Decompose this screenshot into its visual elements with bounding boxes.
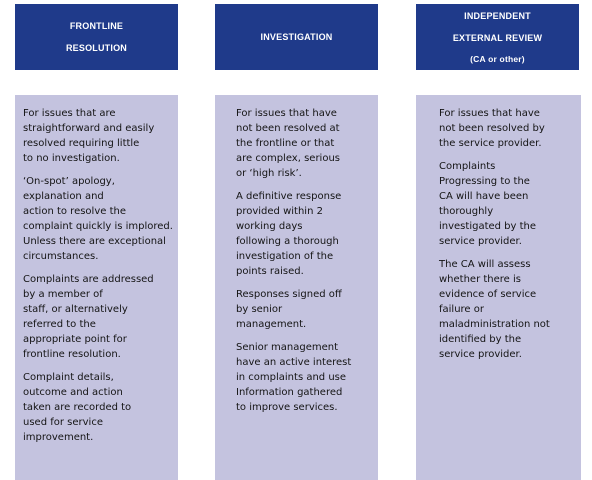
panel-investigation: [215, 95, 378, 480]
paragraph-line: the frontline or that: [236, 138, 335, 149]
paragraph-line: failure or: [439, 304, 484, 315]
paragraph-line: by senior: [236, 304, 283, 315]
paragraph-line: in complaints and use: [236, 372, 347, 383]
paragraph-line: For issues that have: [439, 108, 540, 119]
paragraph-line: resolved requiring little: [23, 138, 140, 149]
paragraph-line: working days: [236, 221, 303, 232]
paragraph-line: management.: [236, 319, 307, 330]
paragraph-line: staff, or alternatively: [23, 304, 128, 315]
paragraph: [236, 106, 372, 181]
paragraph-line: ‘On-spot’ apology,: [23, 176, 115, 187]
paragraph-line: frontline resolution.: [23, 349, 121, 360]
paragraph: [236, 287, 372, 332]
paragraph-line: taken are recorded to: [23, 402, 132, 413]
header-frontline-resolution: [15, 4, 178, 70]
paragraph-line: to improve services.: [236, 402, 338, 413]
paragraph-line: Complaints: [439, 161, 496, 172]
paragraph-line: not been resolved at: [236, 123, 340, 134]
paragraph-line: improvement.: [23, 432, 94, 443]
paragraph-line: service provider.: [439, 236, 522, 247]
paragraph-line: or ‘high risk’.: [236, 168, 302, 179]
paragraph-line: circumstances.: [23, 251, 99, 262]
paragraph-line: Progressing to the: [439, 176, 530, 187]
paragraph-line: straightforward and easily: [23, 123, 155, 134]
header-line: EXTERNAL REVIEW: [452, 33, 543, 43]
paragraph: [23, 370, 172, 445]
paragraph-line: have an active interest: [236, 357, 352, 368]
paragraph-line: thoroughly: [439, 206, 494, 217]
paragraph-line: Responses signed off: [236, 289, 342, 300]
paragraph-line: outcome and action: [23, 387, 123, 398]
panel-frontline-resolution: [15, 95, 178, 480]
paragraph-line: Information gathered: [236, 387, 343, 398]
paragraph-line: For issues that have: [236, 108, 337, 119]
panel-independent-external-review: [416, 95, 581, 480]
paragraph-line: investigation of the: [236, 251, 334, 262]
paragraph-line: to no investigation.: [23, 153, 120, 164]
paragraph-line: maladministration not: [439, 319, 550, 330]
paragraph: [23, 174, 172, 264]
paragraph-line: used for service: [23, 417, 103, 428]
paragraph: [23, 272, 172, 362]
header-line: INDEPENDENT: [464, 11, 531, 21]
paragraph-line: appropriate point for: [23, 334, 127, 345]
header-line: FRONTLINE: [69, 21, 124, 31]
paragraph-line: provided within 2: [236, 206, 323, 217]
header-independent-external-review: [416, 4, 579, 70]
paragraph-line: explanation and: [23, 191, 104, 202]
paragraph-line: For issues that are: [23, 108, 116, 119]
paragraph: [23, 106, 172, 166]
paragraph-line: Unless there are exceptional: [23, 236, 166, 247]
header-line: (CA or other): [470, 54, 525, 64]
paragraph: [236, 340, 372, 415]
paragraph-line: Complaints are addressed: [23, 274, 154, 285]
paragraph-line: The CA will assess: [439, 259, 531, 270]
paragraph-line: not been resolved by: [439, 123, 545, 134]
paragraph: [439, 159, 575, 249]
paragraph-line: complaint quickly is implored.: [23, 221, 173, 232]
paragraph-line: service provider.: [439, 349, 522, 360]
paragraph: [236, 189, 372, 279]
paragraph-line: Senior management: [236, 342, 339, 353]
paragraph-line: following a thorough: [236, 236, 339, 247]
paragraph-line: referred to the: [23, 319, 96, 330]
paragraph-line: points raised.: [236, 266, 304, 277]
header-line: INVESTIGATION: [260, 32, 333, 42]
paragraph: [439, 106, 575, 151]
paragraph-line: CA will have been: [439, 191, 529, 202]
paragraph-line: whether there is: [439, 274, 521, 285]
paragraph-line: evidence of service: [439, 289, 537, 300]
paragraph-line: investigated by the: [439, 221, 537, 232]
paragraph-line: identified by the: [439, 334, 522, 345]
paragraph-line: A definitive response: [236, 191, 342, 202]
paragraph-line: by a member of: [23, 289, 103, 300]
header-investigation: [215, 4, 378, 70]
paragraph-line: are complex, serious: [236, 153, 341, 164]
paragraph-line: the service provider.: [439, 138, 542, 149]
header-line: RESOLUTION: [65, 43, 127, 53]
paragraph-line: action to resolve the: [23, 206, 126, 217]
paragraph-line: Complaint details,: [23, 372, 114, 383]
paragraph: [439, 257, 575, 362]
